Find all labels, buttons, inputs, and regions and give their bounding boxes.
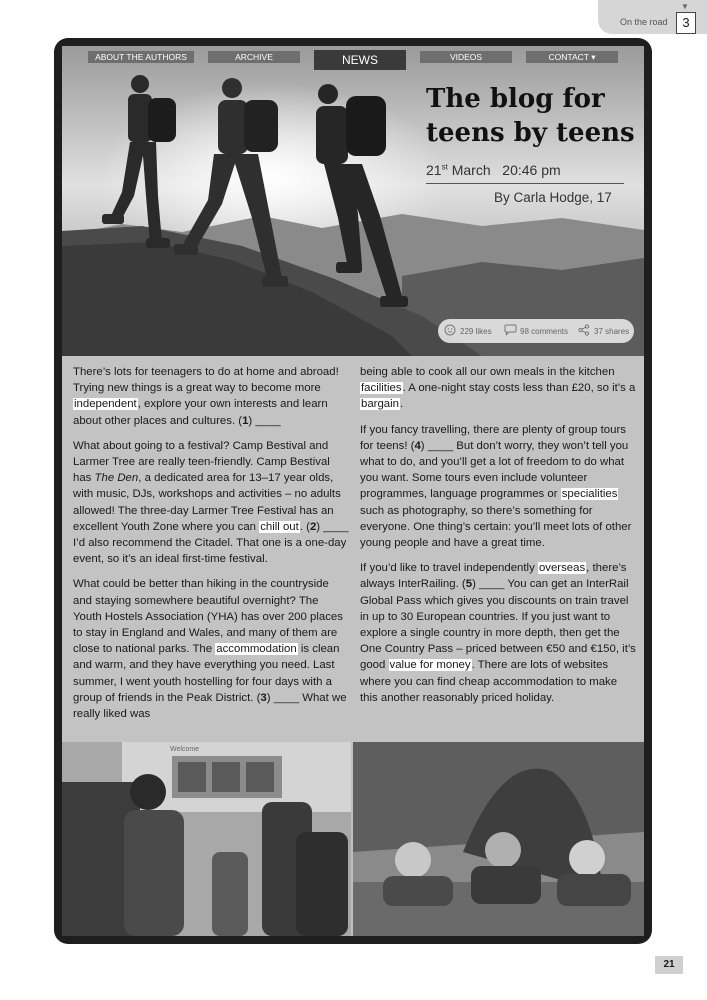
likes-count: 229 likes [460,327,492,336]
down-arrow-icon: ▼ [681,2,689,11]
paragraph: What could be better than hiking in the countryside and staying somewhere beautiful overnight? The Youth Hostels Association (YHA) has over 200 places to stay in England and Wales, and many of them are close to national parks. The accommodation is clean and warm, and they have everything you need. Last summer, I went youth hostelling for four days with a group of friends in the Peak District. (3) ____ What we really liked was [73,578,347,721]
share-icon [578,324,590,336]
vocab-highlight: facilities [361,382,402,395]
paragraph: What about going to a festival? Camp Bestival and Larmer Tree are really teen-friendly. Camp Bestival has The Den, a dedicated area for 13–17 year olds, with music, DJs, workshops and activities – no adults allowed! The three-day Larmer Tree Festival has an excellent Youth Zone where you can chill out. (2) ____ I’d also recommend the Citadel. That one is a one-day event, so it’s an ideal first-time festival. [73,439,349,566]
hero-photo [62,46,644,356]
page-number: 21 [655,956,683,974]
paragraph: If you fancy travelling, there are plenty of group tours for teens! (4) ____ But don’t worry, they won’t tell you what to do, and you’ll get a lot of freedom to do what you want. Some tours even include volunteer programmes, language programmes or specialities such as photography, so there’s something for everyone. One thing’s certain: you’ll meet lots of other young people and have a great time. [360,423,632,550]
post-time: 20:46 pm [502,162,561,178]
paragraph: If you’d like to travel independently overseas, there’s always InterRailing. (5) ____ You can get an InterRail Global Pass which gives you discounts on train travel in up to 30 European countries. If you just want to explore a single country in more depth, then get the One Country Pass – priced between €50 and €150, it’s good value for money. There are lots of websites where you can find cheap accommodation to make this another reasonably priced holiday. [360,562,636,704]
nav-news[interactable]: NEWS [314,50,406,70]
nav-about-authors[interactable]: ABOUT THE AUTHORS [88,51,194,63]
gap-number: 2 [309,520,317,533]
paragraph: being able to cook all our own meals in the kitchen facilities. A one-night stay costs less than £20, so it’s a bargain. [360,366,636,411]
comments-stat[interactable] [520,327,568,336]
comments-count: 98 comments [520,327,569,336]
station-backpackers-photo [62,742,351,936]
blog-title-line1: The blog for [426,84,605,114]
nav-archive[interactable]: ARCHIVE [208,51,300,63]
article-body [62,356,644,742]
tablet-screen [62,46,644,936]
post-day-suffix: st [441,162,448,172]
vocab-highlight: overseas [538,562,586,575]
nav-videos[interactable]: VIDEOS [420,51,512,63]
article-left-column [73,364,349,731]
welcome-sign: Welcome [170,746,200,753]
blog-nav-bar [62,48,644,72]
paragraph: There’s lots for teenagers to do at home and abroad! Trying new things is a great way to become more independent, explore your own interests and learn about other places and cultures. (1) ____ [73,366,339,427]
post-stats-bar [438,319,634,343]
shares-stat[interactable] [594,327,629,336]
gap-number: 1 [242,414,249,427]
unit-number: 3 [676,12,696,34]
gap-number: 4 [414,439,421,452]
title-divider [426,183,624,184]
emphasis: The Den [94,472,139,485]
bottom-photos [62,742,644,936]
comment-bubble-icon [504,324,517,336]
vocab-highlight: accommodation [216,643,297,656]
shares-count: 37 shares [594,327,630,336]
gap-number: 3 [260,691,267,704]
vocab-highlight: bargain [361,398,399,411]
gap-number: 5 [465,578,473,591]
vocab-highlight: specialities [561,488,618,501]
article-right-column [360,364,636,715]
post-day: 21 [426,162,442,178]
likes-stat[interactable] [460,327,492,336]
blog-title-line2: teens by teens [426,118,635,148]
nav-contact[interactable]: CONTACT ▾ [526,51,618,63]
smiley-icon [444,324,456,336]
camping-friends-photo [353,742,644,936]
unit-label: On the road [620,17,668,27]
vocab-highlight: chill out [260,520,299,533]
vocab-highlight: value for money [389,659,471,672]
post-author: By Carla Hodge, 17 [494,190,612,205]
blog-title [426,82,635,150]
vocab-highlight: independent [74,398,137,411]
post-dateline [426,162,561,178]
post-month: March [451,162,491,178]
